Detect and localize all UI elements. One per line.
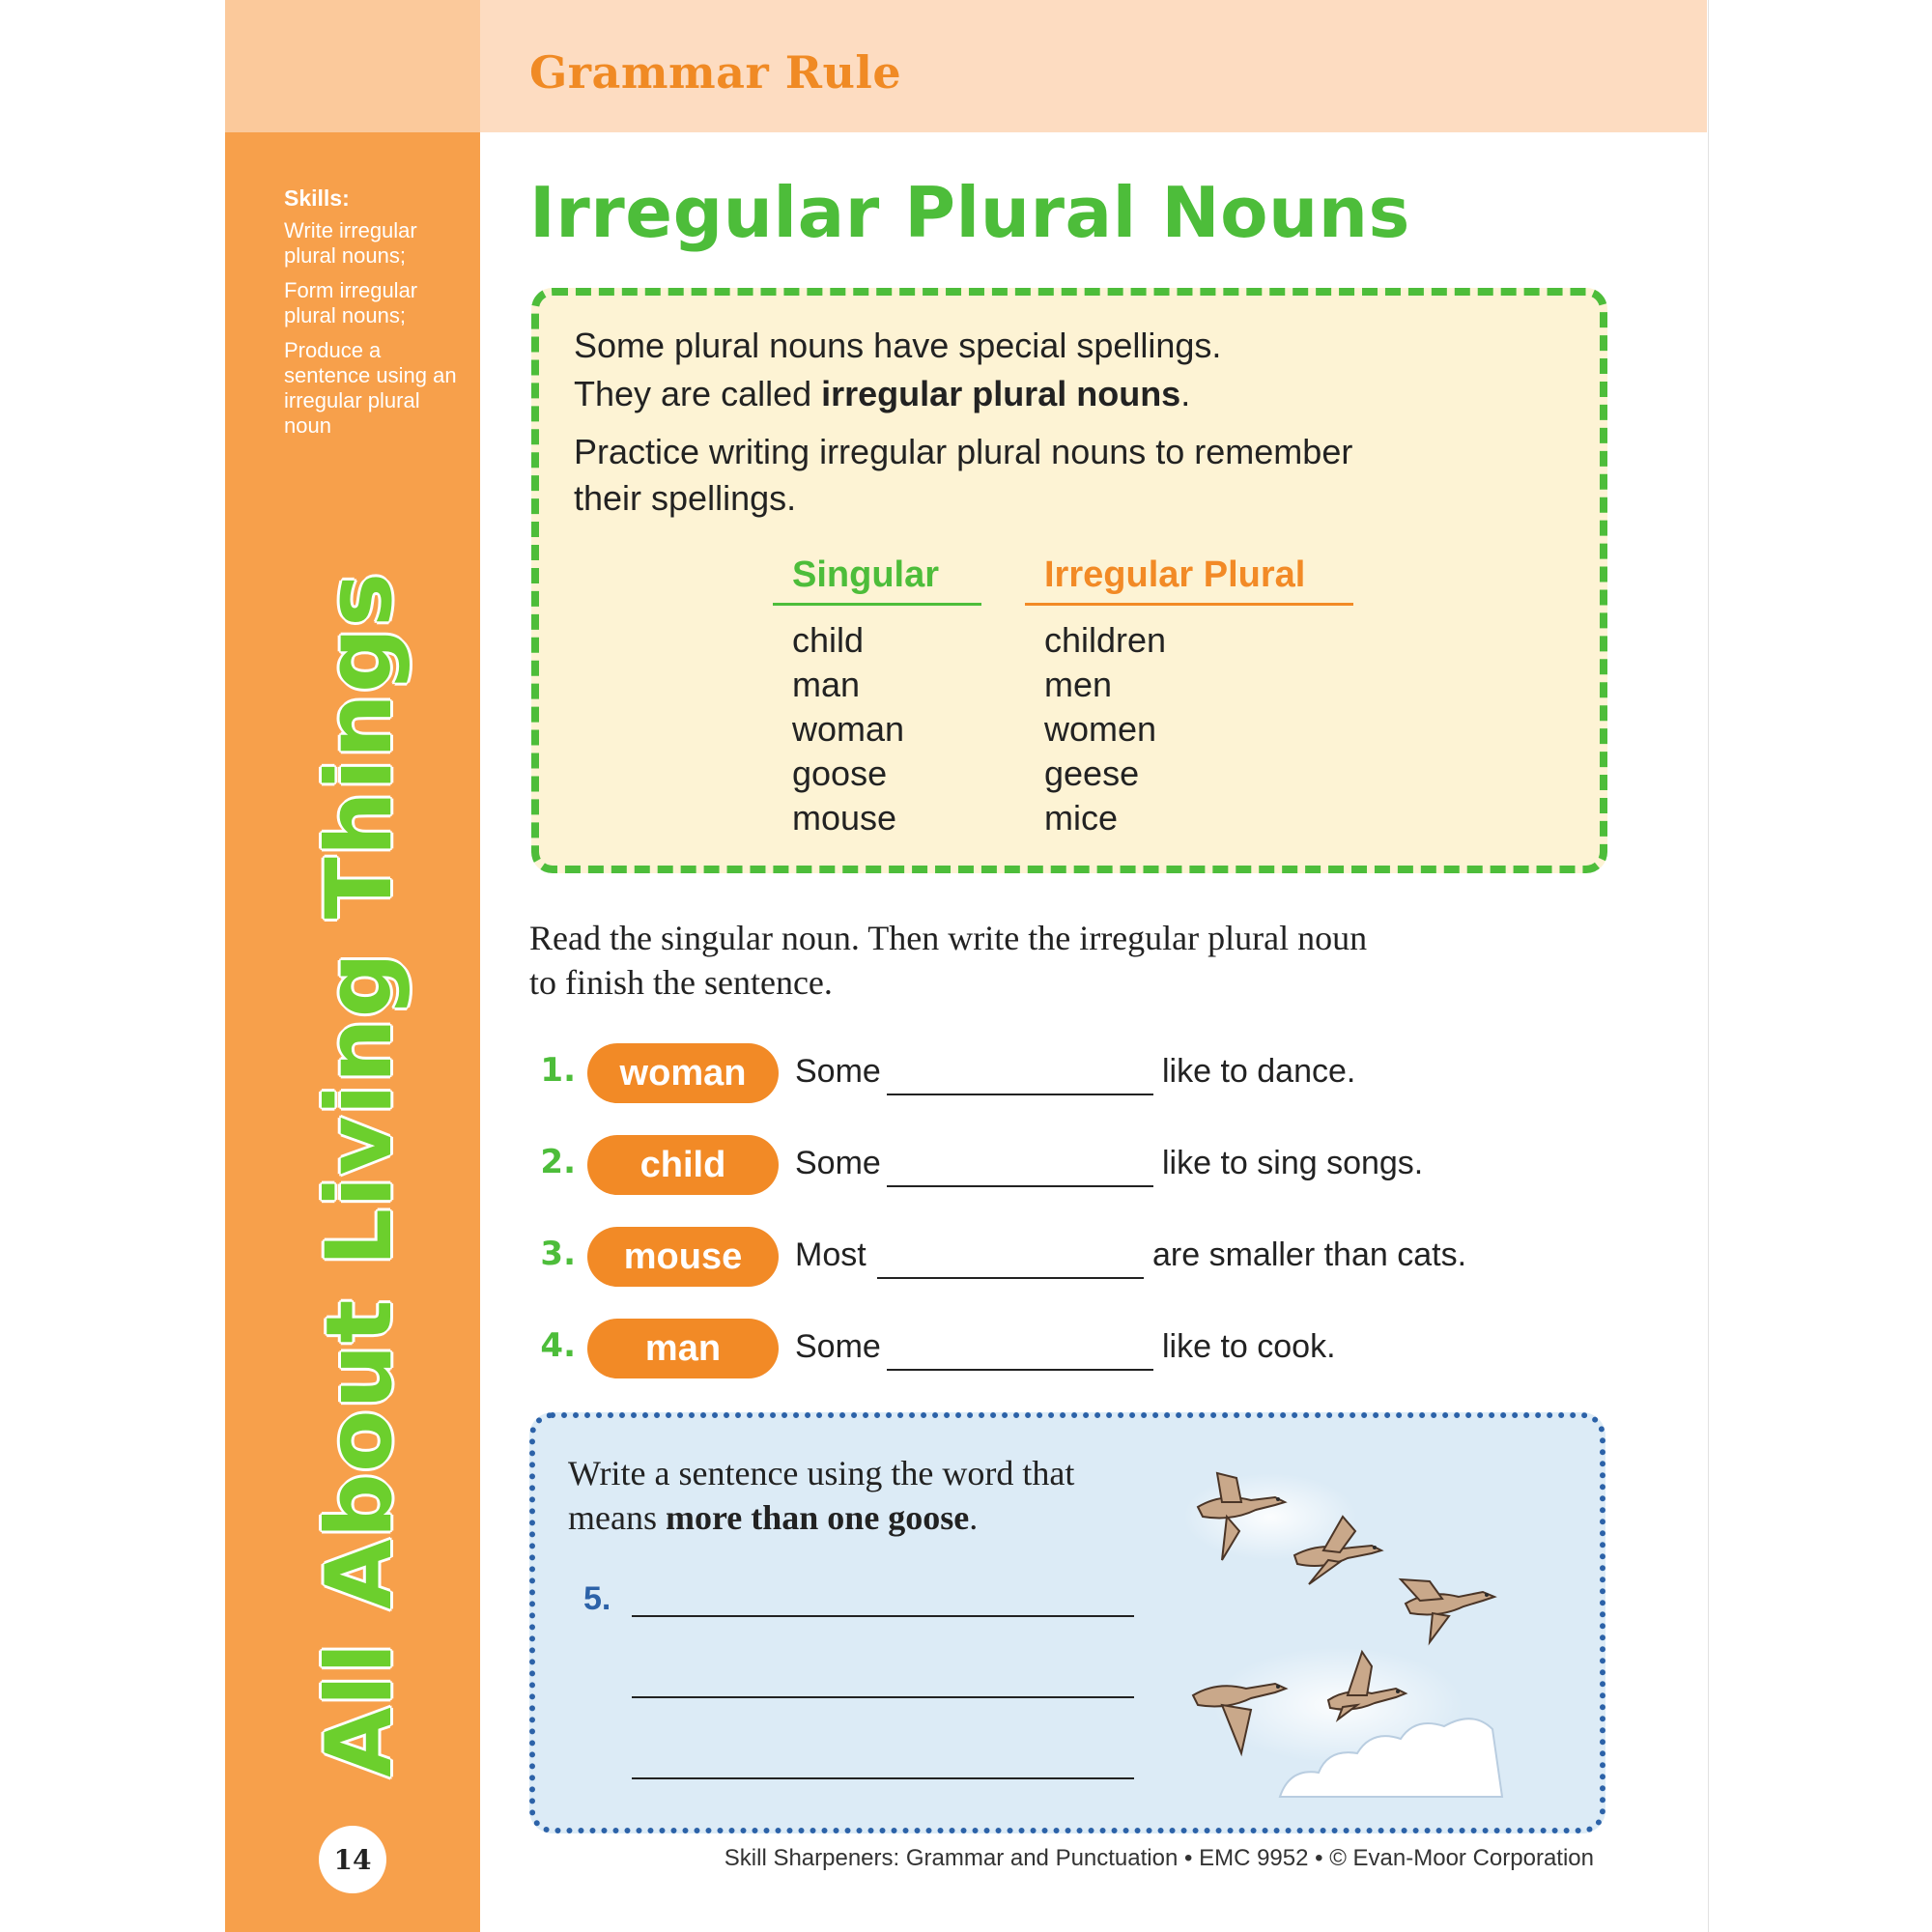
singular-column	[792, 618, 904, 840]
instructions-line-2: to finish the sentence.	[529, 963, 833, 1002]
singular-noun-pill: mouse	[587, 1227, 779, 1287]
singular-noun-pill: child	[587, 1135, 779, 1195]
grammar-rule-box	[531, 288, 1607, 873]
plural-word: men	[1044, 665, 1113, 704]
plural-underline	[1025, 603, 1353, 606]
singular-word: man	[792, 665, 861, 704]
skill-item: Write irregular plural nouns;	[284, 218, 417, 268]
plural-word: women	[1044, 709, 1157, 749]
skill-item: Form irregular plural nouns;	[284, 278, 418, 327]
plural-column	[1044, 618, 1166, 840]
flying-geese-icon	[1183, 1463, 1560, 1802]
unit-title: All About Living Things	[307, 571, 412, 1777]
sentence-start: Some	[795, 1145, 881, 1181]
header-title: Grammar Rule	[529, 46, 902, 99]
sentence-end: are smaller than cats.	[1152, 1236, 1467, 1273]
writing-prompt-line-1: Write a sentence using the word that	[568, 1454, 1075, 1492]
answer-blank[interactable]	[887, 1185, 1153, 1187]
writing-prompt-text: means	[568, 1498, 666, 1537]
rule-line-1: Some plural nouns have special spellings.	[574, 326, 1222, 365]
rule-line-3: Practice writing irregular plural nouns to remember	[574, 432, 1353, 471]
plural-word: geese	[1044, 753, 1140, 793]
singular-word: goose	[792, 753, 888, 793]
skills-list	[284, 185, 468, 448]
exercise-instructions	[529, 916, 1367, 1005]
writing-key-phrase: more than one goose	[665, 1498, 970, 1537]
sentence-start: Some	[795, 1328, 881, 1365]
singular-word: mouse	[792, 798, 897, 838]
instructions-line-1: Read the singular noun. Then write the irregular plural noun	[529, 919, 1368, 957]
sidebar-top-band	[225, 0, 480, 132]
writing-prompt	[568, 1451, 1074, 1540]
singular-word: child	[792, 620, 865, 660]
writing-line[interactable]	[632, 1615, 1134, 1617]
sentence-end: like to cook.	[1162, 1328, 1336, 1365]
writing-line[interactable]	[632, 1777, 1134, 1779]
singular-noun-pill: man	[587, 1319, 779, 1378]
rule-line-2	[574, 371, 1190, 417]
plural-word: children	[1044, 620, 1167, 660]
page-title: Irregular Plural Nouns	[529, 172, 1410, 253]
rule-line-2-text: They are called	[574, 374, 822, 413]
sentence-start: Most	[795, 1236, 867, 1273]
answer-blank[interactable]	[887, 1369, 1153, 1371]
sentence-end: like to dance.	[1162, 1053, 1356, 1090]
page-number: 14	[319, 1826, 386, 1893]
answer-blank[interactable]	[877, 1277, 1144, 1279]
writing-prompt-end: .	[969, 1498, 979, 1537]
writing-line[interactable]	[632, 1696, 1134, 1698]
writing-prompt-line-2	[568, 1495, 1074, 1540]
singular-underline	[773, 603, 981, 606]
singular-noun-pill: woman	[587, 1043, 779, 1103]
footer-credit: Skill Sharpeners: Grammar and Punctuation • EMC 9952 • © Evan-Moor Corporation	[724, 1845, 1594, 1871]
rule-key-term: irregular plural nouns	[821, 374, 1181, 413]
plural-word: mice	[1044, 798, 1119, 838]
answer-blank[interactable]	[887, 1094, 1153, 1095]
exercise-number: 5.	[583, 1580, 611, 1617]
skills-heading: Skills:	[284, 185, 350, 211]
exercise-number: 2.	[540, 1143, 576, 1181]
sentence-end: like to sing songs.	[1162, 1145, 1424, 1181]
singular-header: Singular	[792, 554, 940, 595]
rule-line-4: their spellings.	[574, 478, 797, 518]
singular-word: woman	[792, 709, 905, 749]
skill-item: Produce a sentence using an irregular plural noun	[284, 338, 457, 438]
exercise-number: 3.	[540, 1235, 576, 1273]
rule-line-2-end: .	[1180, 374, 1191, 413]
exercise-number: 1.	[540, 1051, 576, 1090]
exercise-number: 4.	[540, 1326, 576, 1365]
plural-header: Irregular Plural	[1044, 554, 1306, 595]
sentence-start: Some	[795, 1053, 881, 1090]
